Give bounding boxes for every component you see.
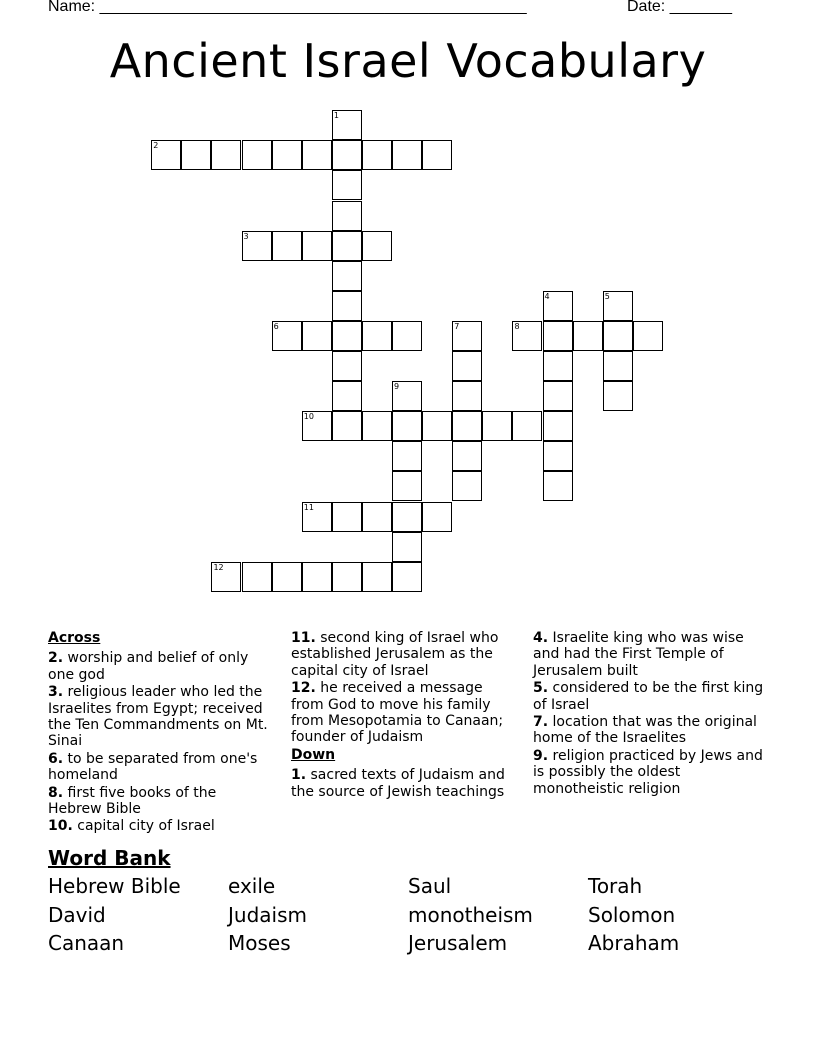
- crossword-cell[interactable]: [302, 411, 332, 441]
- crossword-cell[interactable]: [543, 411, 573, 441]
- crossword-cell[interactable]: [181, 140, 211, 170]
- crossword-cell[interactable]: [302, 562, 332, 592]
- crossword-cell[interactable]: [332, 502, 362, 532]
- crossword-cell[interactable]: [332, 110, 362, 140]
- clue-number-label: 5: [604, 291, 610, 301]
- crossword-cell[interactable]: [573, 321, 603, 351]
- word-bank-item: Moses: [228, 931, 291, 955]
- clue-number: 4.: [533, 630, 549, 646]
- word-bank-item: Solomon: [588, 903, 676, 927]
- page-title: Ancient Israel Vocabulary: [109, 34, 707, 88]
- clue-item: [533, 680, 768, 713]
- clue-text: location that was the original home of the Israelites: [533, 714, 757, 747]
- crossword-cell[interactable]: [392, 502, 422, 532]
- crossword-cell[interactable]: [272, 321, 302, 351]
- crossword-cell[interactable]: [603, 381, 633, 411]
- crossword-cell[interactable]: [543, 471, 573, 501]
- clues-column-3: [533, 630, 768, 798]
- crossword-cell[interactable]: [452, 381, 482, 411]
- crossword-cell[interactable]: [543, 381, 573, 411]
- word-bank-item: Jerusalem: [408, 931, 508, 955]
- crossword-cell[interactable]: [211, 562, 241, 592]
- clue-item: [48, 650, 270, 683]
- clue-item: [48, 751, 270, 784]
- clue-number-label: 8: [514, 321, 520, 331]
- clue-number: 11.: [291, 630, 316, 646]
- crossword-cell[interactable]: [302, 140, 332, 170]
- crossword-cell[interactable]: [422, 411, 452, 441]
- crossword-cell[interactable]: [392, 532, 422, 562]
- crossword-cell[interactable]: [362, 231, 392, 261]
- clue-item: [533, 630, 768, 679]
- clue-item: [291, 680, 513, 746]
- crossword-cell[interactable]: [362, 411, 392, 441]
- clue-number-label: 2: [153, 141, 159, 151]
- crossword-cell[interactable]: [302, 321, 332, 351]
- crossword-cell[interactable]: [272, 562, 302, 592]
- crossword-cell[interactable]: [302, 502, 332, 532]
- crossword-cell[interactable]: [302, 231, 332, 261]
- clue-text: Israelite king who was wise and had the First Temple of Jerusalem built: [533, 630, 744, 679]
- crossword-cell[interactable]: [332, 562, 362, 592]
- clue-text: he received a message from God to move his family from Mesopotamia to Canaan; founder of Judaism: [291, 680, 504, 746]
- clue-text: worship and belief of only one god: [48, 650, 249, 683]
- clue-text: religious leader who led the Israelites from Egypt; received the Ten Commandments on Mt. Sinai: [48, 684, 268, 750]
- clue-number-label: 12: [213, 562, 224, 572]
- clue-number: 10.: [48, 818, 73, 835]
- clues-column-2: [291, 630, 513, 801]
- clue-item: [533, 748, 768, 797]
- word-bank-item: Judaism: [228, 903, 307, 927]
- clue-number: 2.: [48, 650, 64, 667]
- crossword-cell[interactable]: [332, 231, 362, 261]
- clue-number-label: 4: [544, 291, 550, 301]
- word-bank-item: Hebrew Bible: [48, 874, 181, 898]
- crossword-cell[interactable]: [332, 291, 362, 321]
- crossword-cell[interactable]: [392, 140, 422, 170]
- crossword-cell[interactable]: [392, 562, 422, 592]
- crossword-cell[interactable]: [242, 231, 272, 261]
- crossword-cell[interactable]: [603, 321, 633, 351]
- crossword-cell[interactable]: [422, 502, 452, 532]
- crossword-cell[interactable]: [392, 411, 422, 441]
- crossword-cell[interactable]: [332, 351, 362, 381]
- crossword-cell[interactable]: [332, 201, 362, 231]
- clue-item: [533, 714, 768, 747]
- crossword-cell[interactable]: [452, 411, 482, 441]
- clue-number: 7.: [533, 714, 549, 731]
- crossword-cell[interactable]: [543, 441, 573, 471]
- down-heading: Down: [291, 746, 336, 763]
- crossword-cell[interactable]: [362, 562, 392, 592]
- clue-text: sacred texts of Judaism and the source of Jewish teachings: [291, 767, 505, 800]
- clue-item: [291, 630, 513, 679]
- crossword-cell[interactable]: [603, 291, 633, 321]
- crossword-cell[interactable]: [543, 351, 573, 381]
- crossword-cell[interactable]: [392, 381, 422, 411]
- crossword-cell[interactable]: [332, 170, 362, 200]
- crossword-cell[interactable]: [362, 140, 392, 170]
- clues-column-1: [48, 630, 270, 836]
- word-bank-item: exile: [228, 874, 276, 898]
- crossword-cell[interactable]: [422, 140, 452, 170]
- clue-text: religion practiced by Jews and is possibly the oldest monotheistic religion: [533, 747, 763, 797]
- word-bank-item: monotheism: [408, 903, 533, 927]
- crossword-cell[interactable]: [392, 441, 422, 471]
- word-bank-item: Torah: [588, 874, 643, 898]
- crossword-cell[interactable]: [332, 261, 362, 291]
- clue-number-label: 1: [333, 111, 339, 121]
- crossword-cell[interactable]: [332, 140, 362, 170]
- crossword-cell[interactable]: [392, 321, 422, 351]
- crossword-cell[interactable]: [543, 321, 573, 351]
- crossword-cell[interactable]: [242, 562, 272, 592]
- clue-text: to be separated from one's homeland: [48, 750, 258, 784]
- crossword-cell[interactable]: [272, 231, 302, 261]
- crossword-cell[interactable]: [211, 140, 241, 170]
- crossword-cell[interactable]: [332, 381, 362, 411]
- clue-item: [48, 818, 270, 834]
- word-bank-title: Word Bank: [48, 846, 171, 870]
- crossword-cell[interactable]: [512, 411, 542, 441]
- crossword-cell[interactable]: [151, 140, 181, 170]
- clue-number-label: 3: [243, 231, 249, 241]
- crossword-cell[interactable]: [452, 471, 482, 501]
- crossword-cell[interactable]: [452, 321, 482, 351]
- across-heading: Across: [48, 630, 101, 646]
- clue-item: [48, 785, 270, 818]
- name-field-label: Name: ________________________________________________: [48, 0, 527, 15]
- clue-number: 12.: [291, 680, 316, 697]
- crossword-cell[interactable]: [603, 351, 633, 381]
- clue-number-label: 7: [454, 321, 460, 331]
- clue-item: [48, 684, 270, 750]
- crossword-cell[interactable]: [543, 291, 573, 321]
- clue-text: first five books of the Hebrew Bible: [48, 784, 217, 818]
- crossword-cell[interactable]: [633, 321, 663, 351]
- clue-number: 6.: [48, 750, 64, 767]
- clue-text: second king of Israel who established Jerusalem as the capital city of Israel: [291, 630, 499, 679]
- clue-number: 9.: [533, 747, 549, 764]
- crossword-cell[interactable]: [452, 441, 482, 471]
- clue-text: considered to be the first king of Israel: [533, 680, 764, 713]
- crossword-cell[interactable]: [512, 321, 542, 351]
- clue-number-label: 10: [303, 412, 314, 422]
- clue-number-label: 11: [303, 502, 314, 512]
- crossword-cell[interactable]: [362, 502, 392, 532]
- crossword-cell[interactable]: [272, 140, 302, 170]
- crossword-cell[interactable]: [332, 411, 362, 441]
- clue-number-label: 9: [394, 382, 400, 392]
- word-bank-item: Saul: [408, 874, 452, 898]
- clue-number: 3.: [48, 684, 64, 701]
- crossword-cell[interactable]: [482, 411, 512, 441]
- clue-number-label: 6: [273, 321, 279, 331]
- crossword-cell[interactable]: [242, 140, 272, 170]
- crossword-cell[interactable]: [362, 321, 392, 351]
- crossword-cell[interactable]: [332, 321, 362, 351]
- crossword-cell[interactable]: [392, 471, 422, 501]
- clue-number: 5.: [533, 680, 549, 697]
- clue-number: 1.: [291, 767, 307, 784]
- crossword-cell[interactable]: [452, 351, 482, 381]
- word-bank-item: Abraham: [588, 931, 680, 955]
- clue-text: capital city of Israel: [72, 818, 215, 835]
- word-bank-item: Canaan: [48, 931, 125, 955]
- clue-item: [291, 767, 513, 800]
- clue-number: 8.: [48, 784, 64, 801]
- word-bank-item: David: [48, 903, 106, 927]
- date-field-label: Date: _______: [627, 0, 732, 15]
